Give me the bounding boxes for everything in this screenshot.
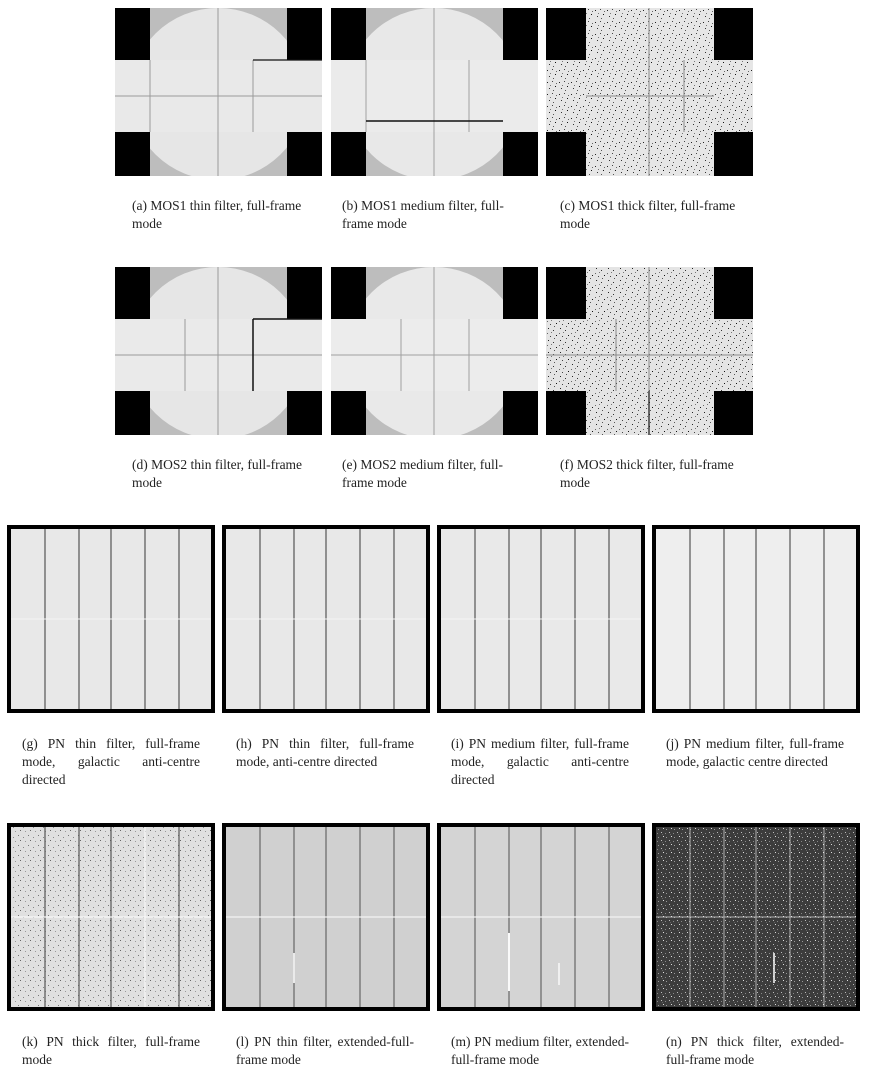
figure-d-label: (d) <box>132 457 148 472</box>
figure-h-text: PN thin filter, full-frame mode, anti-centre directed <box>236 736 414 769</box>
figure-j-image <box>652 525 860 713</box>
figure-d-image <box>115 267 322 435</box>
figure-d-caption <box>132 456 310 492</box>
figure-c-caption <box>560 197 740 233</box>
figure-a-image <box>115 8 322 176</box>
figure-i-label: (i) <box>451 736 464 751</box>
figure-l-caption <box>236 1033 414 1069</box>
figure-k-image <box>7 823 215 1011</box>
figure-n-caption <box>666 1033 844 1069</box>
figure-e-label: (e) <box>342 457 357 472</box>
figure-a-text: MOS1 thin filter, full-frame mode <box>132 198 302 231</box>
figure-e-caption <box>342 456 524 492</box>
figure-i-image <box>437 525 645 713</box>
figure-m-image <box>437 823 645 1011</box>
figure-e-image <box>331 267 538 435</box>
figure-g-text: PN thin filter, full-frame mode, galactic anti-centre directed <box>22 736 200 787</box>
figure-g-image <box>7 525 215 713</box>
figure-m-label: (m) <box>451 1034 471 1049</box>
figure-k-caption <box>22 1033 200 1069</box>
figure-f-image <box>546 267 753 435</box>
figure-c-text: MOS1 thick filter, full-frame mode <box>560 198 736 231</box>
figure-b-image <box>331 8 538 176</box>
figure-a-caption <box>132 197 310 233</box>
figure-h-label: (h) <box>236 736 252 751</box>
figure-c-label: (c) <box>560 198 575 213</box>
figure-b-label: (b) <box>342 198 358 213</box>
figure-k-label: (k) <box>22 1034 38 1049</box>
figure-n-image <box>652 823 860 1011</box>
figure-b-caption <box>342 197 524 233</box>
figure-d-text: MOS2 thin filter, full-frame mode <box>132 457 303 490</box>
figure-h-image <box>222 525 430 713</box>
figure-a-label: (a) <box>132 198 147 213</box>
figure-l-text: PN thin filter, extended-full-frame mode <box>236 1034 415 1067</box>
figure-l-image <box>222 823 430 1011</box>
figure-f-text: MOS2 thick filter, full-frame mode <box>560 457 734 490</box>
figure-h-caption <box>236 735 414 771</box>
figure-c-image <box>546 8 753 176</box>
figure-b-text: MOS1 medium filter, full-frame mode <box>342 198 504 231</box>
figure-j-text: PN medium filter, full-frame mode, galactic centre directed <box>666 736 845 769</box>
figure-m-text: PN medium filter, extended-full-frame mode <box>451 1034 630 1067</box>
figure-f-label: (f) <box>560 457 574 472</box>
figure-j-caption <box>666 735 844 771</box>
figure-n-text: PN thick filter, extended-full-frame mode <box>666 1034 845 1067</box>
figure-l-label: (l) <box>236 1034 249 1049</box>
figure-i-caption <box>451 735 629 789</box>
figure-i-text: PN medium filter, full-frame mode, galactic anti-centre directed <box>451 736 630 787</box>
figure-g-caption <box>22 735 200 789</box>
figure-e-text: MOS2 medium filter, full-frame mode <box>342 457 504 490</box>
figure-f-caption <box>560 456 740 492</box>
figure-n-label: (n) <box>666 1034 682 1049</box>
figure-j-label: (j) <box>666 736 679 751</box>
figure-m-caption <box>451 1033 629 1069</box>
figure-g-label: (g) <box>22 736 38 751</box>
figure-k-text: PN thick filter, full-frame mode <box>22 1034 201 1067</box>
